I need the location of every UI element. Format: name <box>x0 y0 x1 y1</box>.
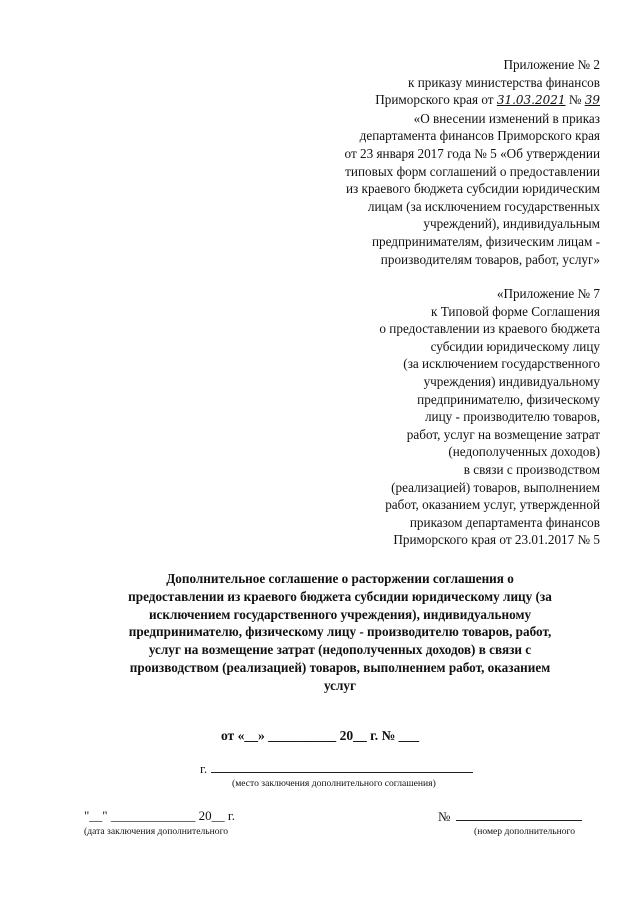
number-caption: (номер дополнительного <box>474 826 576 837</box>
appendix-line: Приморского края от 23.01.2017 № 5 <box>393 532 600 548</box>
appendix-line: «О внесении изменений в приказ <box>413 110 600 126</box>
number-label: № <box>568 92 582 108</box>
date-caption: (дата заключения дополнительного <box>84 826 229 837</box>
appendix-order-block <box>345 56 600 268</box>
appendix-line: (недополученных доходов) <box>448 444 600 460</box>
appendix-line: из краевого бюджета субсидии юридическим <box>345 181 600 197</box>
appendix-date-line <box>345 91 600 110</box>
place-blank-line <box>211 760 473 773</box>
appendix-line: работ, услуг на возмещение затрат <box>406 426 600 442</box>
date-field: "__" _____________ 20__ г. <box>84 808 235 823</box>
handwritten-number: 39 <box>584 93 600 108</box>
appendix-line: (реализацией) товаров, выполнением <box>391 479 600 495</box>
appendix-line: предпринимателям, физическим лицам - <box>371 233 600 249</box>
number-blank-line <box>456 808 582 821</box>
appendix-form-block <box>379 285 600 549</box>
title-line: услуг на возмещение затрат (недополученных доходов) в связи с <box>148 642 532 658</box>
place-prefix: г. <box>200 761 208 776</box>
title-line: исключением государственного учреждения), индивидуальному <box>148 606 532 622</box>
handwritten-date: 31.03.2021 <box>496 93 566 108</box>
appendix-line: работ, оказанием услуг, утвержденной <box>385 497 600 513</box>
appendix-line: Приложение № 2 <box>503 57 600 72</box>
appendix-line: производителям товаров, работ, услуг» <box>380 251 600 267</box>
appendix-line: учреждения) индивидуальному <box>423 373 600 389</box>
appendix-line: департамента финансов Приморского края <box>359 128 600 144</box>
document-title <box>80 570 600 695</box>
place-caption: (место заключения дополнительного соглашения) <box>232 778 436 789</box>
title-line: предоставлении из краевого бюджета субсидии юридическому лицу (за <box>128 588 552 604</box>
appendix-line: субсидии юридическому лицу <box>430 338 600 354</box>
appendix-line: приказом департамента финансов <box>409 514 600 530</box>
place-field <box>200 760 473 777</box>
title-line: производством (реализацией) товаров, выполнением работ, оказанием <box>129 659 551 675</box>
appendix-line: предпринимателю, физическому <box>417 391 600 407</box>
appendix-line: лицу - производителю товаров, <box>424 409 600 425</box>
appendix-line: «Приложение № 7 <box>496 286 600 301</box>
title-line: предпринимателю, физическому лицу - производителю товаров, работ, <box>128 624 552 640</box>
appendix-line: к приказу министерства финансов <box>408 74 600 90</box>
appendix-line: лицам (за исключением государственных <box>367 198 600 214</box>
appendix-line: в связи с производством <box>463 461 600 477</box>
appendix-line: к Типовой форме Соглашения <box>430 303 600 319</box>
agreement-number-line: от «__» __________ 20__ г. № ___ <box>220 728 420 743</box>
appendix-line: Приморского края от <box>375 92 494 108</box>
number-field <box>438 808 582 825</box>
title-line: Дополнительное соглашение о расторжении соглашения о <box>166 571 514 586</box>
appendix-line: от 23 января 2017 года № 5 «Об утверждении <box>344 145 600 161</box>
appendix-line: (за исключением государственного <box>403 356 600 372</box>
title-line: услуг <box>323 677 357 693</box>
appendix-line: типовых форм соглашений о предоставлении <box>345 163 600 179</box>
appendix-line: о предоставлении из краевого бюджета <box>379 321 600 337</box>
number-prefix: № <box>438 809 451 824</box>
appendix-line: учреждений), индивидуальным <box>423 216 600 232</box>
